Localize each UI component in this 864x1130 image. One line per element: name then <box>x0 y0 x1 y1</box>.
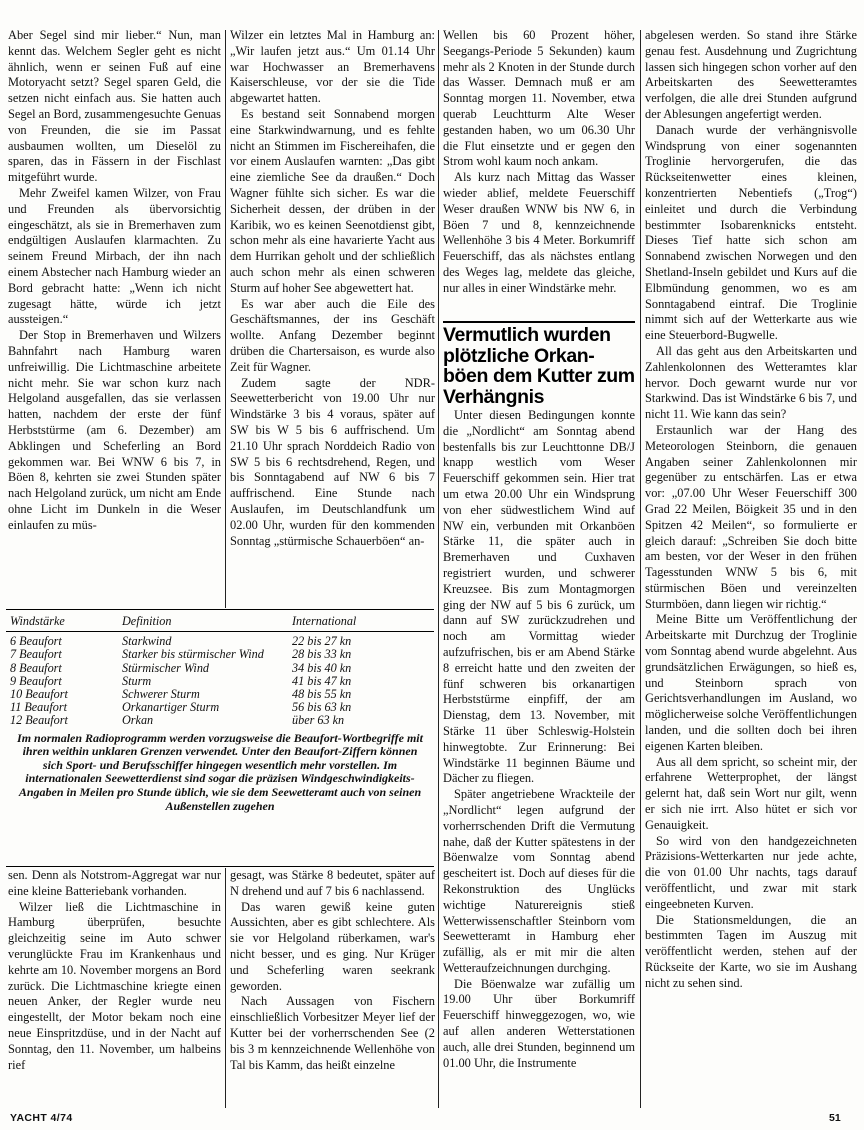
paragraph: Wellen bis 60 Prozent höher, Seegangs-Periode 5 Sekunden) kaum mehr als 2 Knoten in der Stunde durch das Wasser. Demnach muß er am Sonntag morgen 11. November, etwa querab Leuchtturm Alte Weser gestanden haben, wo um 06.30 Uhr die Flut einsetzte und er gegen den Strom wohl kaum noch ankam. <box>443 28 635 169</box>
paragraph: So wird von den handgezeichneten Präzisions-Wetterkarten nur jede achte, die von 01.00 Uhr nachts, tags darauf veröffentlicht, und zwar mit stark eingeebneten Kurven. <box>645 833 857 911</box>
column-divider <box>438 30 439 1108</box>
paragraph: Wilzer ein letztes Mal in Hamburg an: „Wir laufen jetzt aus.“ Um 01.14 Uhr war Hochwasser an Bremerhavens Kaiserschleuse, vor der sie die Tide abgewartet hatten. <box>230 28 435 106</box>
table-row <box>6 675 434 688</box>
article-column-1 <box>8 28 221 608</box>
table-cell: 8 Beaufort <box>10 660 62 675</box>
table-row <box>6 701 434 714</box>
table-row <box>6 688 434 701</box>
paragraph: sen. Denn als Notstrom-Aggregat war nur eine kleine Batteriebank vorhanden. <box>8 868 221 898</box>
paragraph: abgelesen werden. So stand ihre Stärke genau fest. Ausdehnung und Zugrichtung lassen sich hingegen schon vorher auf den Arbeitskarten des Seewetteramtes verfolgen, die alle drei Stunden aufgrund der Ablesungen angefertigt werden. <box>645 28 857 121</box>
paragraph: All das geht aus den Arbeitskarten und Zahlenkolonnen des Wetteramtes klar hervor. Doch gewarnt wurde nur vor Starkwind. Das ist Windstärke 6 bis 7, und nicht 11. Wie kann das sein? <box>645 343 857 422</box>
table-row <box>6 662 434 675</box>
table-row <box>6 714 434 727</box>
table-cell: Sturm <box>122 673 152 688</box>
table-row <box>6 648 434 661</box>
article-column-3-bottom <box>443 408 635 1108</box>
paragraph: Aber Segel sind mir lieber.“ Nun, man kennt das. Welchem Segler geht es nicht ähnlich, wenn er seinen Fuß auf eine Motoryacht setzt? Segel sparen Geld, die setzen nicht einfach aus. Sie hatten auch Segel an Bord, zusammengesuchte Genuas von Freunden, die sie im Passat ausbaumen wollten, um Dieselöl zu sparen, das in Fässern in der Fischlast mitgeführt wurde. <box>8 28 221 185</box>
table-cell: Starkwind <box>122 634 172 649</box>
paragraph: Meine Bitte um Veröffentlichung der Arbeitskarte mit Durchzug der Troglinie vom Sonntag abend wurde abgelehnt. Aus grundsätzlichen Erwägungen, so hieß es, und Steinborn sprach von Gerichtsverhandlungen im Ausland, wo möglicherweise solche Veröffentlichungen landen, und die sollten doch bei ihren eigenen Karten bleiben. <box>645 612 857 753</box>
article-column-2 <box>230 28 435 608</box>
paragraph: Die Stationsmeldungen, die an bestimmten Tagen im Auszug mit veröffentlicht werden, stehen auf der Rückseite der Karte, wo sie im Aushang nicht zu sehen sind. <box>645 912 857 990</box>
table-cell: 11 Beaufort <box>10 700 67 715</box>
paragraph: Als kurz nach Mittag das Wasser wieder ablief, meldete Feuerschiff Weser draußen WNW bis NW 6, in Böen 7 und 8, kennzeichnende Wellenhöhe 3 bis 4 Meter. Borkumriff Feuerschiff, das als nächstes entlang des Weges lag, meldete das gleiche, nur alles in einer Windstärke mehr. <box>443 170 635 295</box>
article-column-2-bottom <box>230 868 435 1108</box>
table-cell: 10 Beaufort <box>10 687 68 702</box>
table-cell: 6 Beaufort <box>10 634 62 649</box>
paragraph: Der Stop in Bremerhaven und Wilzers Bahnfahrt nach Hamburg waren unfreiwillig. Die Lichtmaschine arbeitete nicht mehr. Sie war schon kurz nach Helgoland ausgefallen, das sie verlassen hatten, nachdem der erste der fünf Herbststürme (am 6. Dezember) am Abklingen und Scheferling an Bord gekommen war. Bei WNW 6 bis 7, in Böen 8, kehrten sie zwei Stunden später nach Helgoland zurück, um nicht am Ende ohne Licht im Dunkeln in die Weser einlaufen zu müs- <box>8 328 221 532</box>
table-cell: 34 bis 40 kn <box>292 660 352 675</box>
paragraph: gesagt, was Stärke 8 bedeutet, später auf N drehend und auf 7 bis 6 nachlassend. <box>230 868 435 898</box>
page-number: 51 <box>829 1112 841 1124</box>
header-windstaerke: Windstärke <box>10 614 65 628</box>
beaufort-table-note: Im normalen Radioprogramm werden vorzugsweise die Beaufort-Wortbegriffe mit ihren weithin unklaren Grenzen verwendet. Unter den Beaufort-Ziffern können sich Sport- und Berufsschiffer hingegen wesentlich mehr vorstellen. Im internationalen Seewetterdienst sind sogar die präzisen Windgeschwindigkeits-Angaben in Meilen pro Stunde üblich, wie sie dem Seewetteramt auch von seinen Außenstellen zugehen <box>17 730 423 813</box>
paragraph: Das waren gewiß keine guten Aussichten, aber es gibt schlechtere. Als sie vor Helgoland rüberkamen, war's nicht besser, und es ging. Nur Krüger und Scheferling waren seekrank geworden. <box>230 899 435 993</box>
paragraph: Die Böenwalze war zufällig um 19.00 Uhr über Borkumriff Feuerschiff hinweggezogen, wo, wie auf allen anderen Wetterstationen auch, alle drei Stunden, beginnend um 01.00 Uhr, die Instrumente <box>443 976 635 1070</box>
table-cell: 28 bis 33 kn <box>292 647 352 662</box>
header-international: International <box>292 614 357 628</box>
paragraph: Später angetriebene Wrackteile der „Nordlicht“ legen aufgrund der vorherrschenden Drift die Vermutung nahe, daß der Kutter spätestens in der Böenwalze vom Sonntag abend gescheitert ist. Doch auf dieses für die Rekonstruktion des Unglücks wichtige Naturereignis stieß Wetterwissenschaftler Steinborn vom Seewetteramt in Hamburg eher zufällig, als er mit mir die alten Wetteraufzeichnungen durchging. <box>443 787 635 975</box>
beaufort-table <box>6 609 434 867</box>
paragraph: Es war aber auch die Eile des Geschäftsmannes, der ins Geschäft wollte. Anfang Dezember beginnt drüben die Chartersaison, es wurde also Zeit für Wagner. <box>230 296 435 374</box>
table-cell: über 63 kn <box>292 713 345 728</box>
magazine-issue-label: YACHT 4/74 <box>10 1112 73 1124</box>
header-definition: Definition <box>122 614 172 628</box>
paragraph: Danach wurde der verhängnisvolle Windsprung von einer sogenannten Troglinie hervorgerufen, die das Rückseitenwetter eines kleinen, konzentrierten Nebentiefs („Trog“) einleitet und durch die Verbindung bestimmter Isobarenknicks entsteht. Dieses Tief hatte sich schon am Sonnabend zwischen Norwegen und den Shetland-Inseln gebildet und Kurs auf die Elbmündung genommen, wo es am Sonntagabend eintraf. Die Troglinie nimmt sich auf der Wetterkarte aus wie eine Steuerbord-Bugwelle. <box>645 122 857 343</box>
article-column-3-top <box>443 28 635 320</box>
table-cell: Starker bis stürmischer Wind <box>122 647 264 662</box>
paragraph: Erstaunlich war der Hang des Meteorologen Steinborn, die genauen Angaben seiner Zahlenkolonnen mir gegenüber zu entschärfen. Las er etwa vor: „07.00 Uhr Weser Feuerschiff 300 Grad 22 Meilen, Böigkeit 35 und in den Spitzen 42 Meilen“, so formulierte er gleich darauf: „Schreiben Sie doch bitte am besten, vor der Weser in den frühen Tagesstunden WNW 5 bis 6, mit stürmischen Böen und vereinzelten Sturmböen, dann liegen wir richtig.“ <box>645 422 857 611</box>
table-cell: Stürmischer Wind <box>122 660 210 675</box>
paragraph: Unter diesen Bedingungen konnte die „Nordlicht“ am Sonntag abend bestenfalls bis zur Leuchttonne DB/J knapp westlich vom Weser Feuerschiff gekommen sein. Hier trat um etwa 20.00 Uhr ein Windsprung von eher südwestlichem Wind auf NW ein, verbunden mit Orkanböen Stärke 11, die später auch in Bremerhaven und Cuxhaven registriert wurden, und schwerer Kreuzsee. Bis zum Montagmorgen ging der NW auf 5 bis 6 zurück, um dann auf SW zurückzudrehen und noch am Vormittag wieder aufzufrischen, bis er am Abend Stärke 8 erreicht hatte und den zweiten der fünf schweren bis orkanartigen Herbststürme einpfiff, der am Dienstag, dem 13. November, mit Stärke 11 über Schleswig-Holstein hinwegtobte. Zur Erinnerung: Bei Windstärke 11 beginnen Bäume und Dächer zu fliegen. <box>443 408 635 786</box>
column-divider <box>640 30 641 1108</box>
beaufort-table-header <box>6 610 434 632</box>
paragraph: Zudem sagte der NDR-Seewetterbericht von 19.00 Uhr nur Windstärke 3 bis 4 voraus, später auf SW bis W 5 bis 6 auffrischend. Um 21.10 Uhr sprach Norddeich Radio von SW 5 bis 6 rechtsdrehend, Regen, und bis Sonntagabend auf NW 6 bis 7 auffrischend. Eine Stunde nach Auslaufen, im Deutschlandfunk um 02.00 Uhr, wurden für den kommenden Sonntag „stürmische Schauerböen“ an- <box>230 375 435 548</box>
paragraph: Es bestand seit Sonnabend morgen eine Starkwindwarnung, und es fehlte nicht an Stimmen im Fischereihafen, die vor einem Auslaufen warnten: „Das gibt eine ziemliche See da draußen.“ Doch Wagner fühlte sich sicher. Es war die Sicherheit dessen, der drüben in der Karibik, wo es keinen Seenotdienst gibt, schon mehr als eine havarierte Yacht aus dem Hurrikan geholt und der schließlich auch schon mehr als einen schweren Sturm auf hoher See abgewettert hat. <box>230 106 435 295</box>
headline-rule <box>443 321 635 323</box>
table-cell: 7 Beaufort <box>10 647 62 662</box>
beaufort-table-body <box>6 632 434 727</box>
paragraph: Wilzer ließ die Lichtmaschine in Hamburg überprüfen, besuchte gleichzeitig seine im Auto schwer verunglückte Frau im Krankenhaus und kehrte am 10. November morgens an Bord zurück. Die Lichtmaschine kriegte einen neuen Anker, der Regler wurde neu eingestellt, der Motor bekam noch eine neue Einspritzdüse, und in der Nacht auf Sonntag, den 11. November, um halbeins rief <box>8 899 221 1072</box>
table-cell: Schwerer Sturm <box>122 687 200 702</box>
column-divider <box>225 30 226 608</box>
table-cell: Orkan <box>122 713 154 728</box>
paragraph: Nach Aussagen von Fischern einschließlich Vorbesitzer Meyer lief der Kutter bei der vorherrschenden See (2 bis 3 m kennzeichnende Wellenhöhe von Tal bis Kamm, das heißt einzelne <box>230 994 435 1072</box>
table-cell: 48 bis 55 kn <box>292 687 352 702</box>
article-column-1-bottom <box>8 868 221 1108</box>
table-cell: 41 bis 47 kn <box>292 673 352 688</box>
paragraph: Aus all dem spricht, so scheint mir, der erfahrene Wetterprophet, der längst gelernt hat, daß sein Wort nur gilt, wenn er sich nie irrt. Also hütet er sich vor Genauigkeit. <box>645 754 857 832</box>
table-cell: 9 Beaufort <box>10 673 62 688</box>
paragraph: Mehr Zweifel kamen Wilzer, von Frau und Freunden als übervorsichtig eingeschätzt, als sie in Bremerhaven zum endgültigen Auslaufen klarmachten. Zu seinem Freund Mirbach, der ihn nach einem Abstecher nach Hamburg wieder an Bord gebracht hatte: „Wenn ich nicht zugesagt hätte, würde ich jetzt aussteigen.“ <box>8 185 221 327</box>
table-cell: 56 bis 63 kn <box>292 700 352 715</box>
table-cell: 22 bis 27 kn <box>292 634 352 649</box>
table-cell: 12 Beaufort <box>10 713 68 728</box>
article-column-4 <box>645 28 857 1108</box>
table-cell: Orkanartiger Sturm <box>122 700 220 715</box>
column-divider <box>225 868 226 1108</box>
section-headline: Vermutlich wurden plötzliche Orkan-böen dem Kutter zum Verhängnis <box>443 324 635 408</box>
